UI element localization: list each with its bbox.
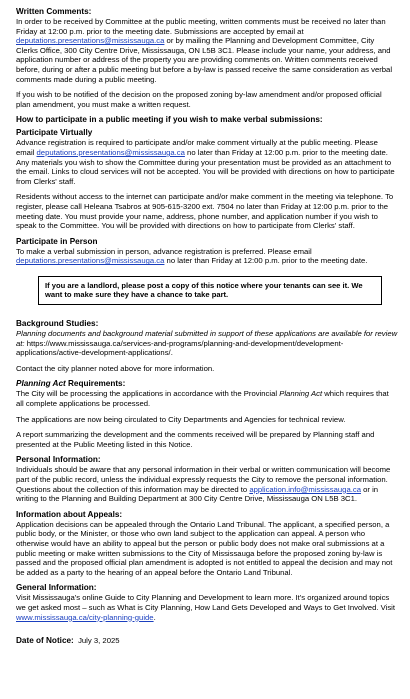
background-studies-heading: Background Studies: bbox=[16, 319, 99, 329]
in-person-text-2: no later than Friday at 12:00 p.m. prior to the meeting date. bbox=[164, 256, 368, 266]
virtual-paragraph bbox=[16, 138, 398, 186]
personal-information-paragraph bbox=[16, 465, 398, 503]
in-person-paragraph bbox=[16, 247, 398, 266]
written-comments-heading: Written Comments: bbox=[16, 7, 92, 16]
verbal-submissions-heading: How to participate in a public meeting if you wish to make verbal submissions: bbox=[16, 115, 323, 125]
appeals-heading: Information about Appeals: bbox=[16, 509, 123, 519]
background-url: https://www.mississauga.ca/services-and-programs/planning-and-development/development-applications/active-development-applications/. bbox=[16, 338, 344, 358]
date-of-notice bbox=[16, 636, 398, 646]
in-person-email-link[interactable]: deputations.presentations@mississauga.ca bbox=[16, 256, 165, 266]
virtual-email-link[interactable]: deputations.presentations@mississauga.ca bbox=[36, 147, 185, 157]
application-info-email-link[interactable]: application.info@mississauga.ca bbox=[249, 484, 361, 494]
city-planning-guide-link[interactable]: www.mississauga.ca/city-planning-guide bbox=[16, 612, 154, 622]
participate-virtually-heading: Participate Virtually bbox=[16, 128, 93, 138]
planning-act-paragraph-2: The applications are now being circulated to City Departments and Agencies for technical review. bbox=[16, 414, 346, 424]
pa-text-2: which requires that all complete applications be processed. bbox=[16, 389, 389, 409]
background-paragraph bbox=[16, 329, 398, 358]
landlord-notice-box: If you are a landlord, please post a copy of this notice where your tenants can see it. We want to make sure they have a chance to take part. bbox=[38, 276, 382, 305]
planning-act-paragraph-1 bbox=[16, 389, 398, 408]
personal-text-1: Individuals should be aware that any personal information in their verbal or written communication will become part of the public record, unless the individual expressly requests the City to remove the personal information. Questions about the collection of this information may be directed to bbox=[16, 465, 391, 494]
virtual-text-1: Advance registration is required to participate and/or make comment virtually at the public meeting. Please email bbox=[16, 138, 378, 157]
date-of-notice-label: Date of Notice: bbox=[16, 636, 74, 646]
in-person-text-1: To make a verbal submission in person, advance registration is preferred. Please email bbox=[16, 246, 312, 256]
pa-italic-text: Planning Act bbox=[279, 389, 323, 399]
deputations-email-link[interactable]: deputations.presentations@mississauga.ca bbox=[16, 36, 165, 46]
planning-act-paragraph-3: A report summarizing the development and the comments received will be prepared by Planning staff and presented at the Public Meeting listed in this Notice. bbox=[16, 430, 375, 449]
notification-request-paragraph: If you wish to be notified of the decision on the proposed zoning by-law amendment and/or proposed official plan amendment, you must make a written request. bbox=[16, 90, 382, 109]
personal-information-heading: Personal Information: bbox=[16, 455, 101, 465]
background-italic-text: Planning documents and background material submitted in support of these applications are available for review at: bbox=[16, 329, 398, 348]
planning-act-heading-italic: Planning Act bbox=[16, 379, 66, 389]
general-text-2: . bbox=[153, 612, 156, 622]
virtual-text-2: no later than Friday at 12:00 p.m. prior to the meeting date. Any materials you wish to show the Committee during your presentation must be provided as an attachment to the email. Links to cloud services will not be accepted. You will be provided with directions on how to participate from Clerks' staff. bbox=[16, 147, 395, 186]
written-text-2: or by mailing the Planning and Development Committee, City Clerks Office, 300 City Centre Drive, Mississauga, ON L5B 3C1. Please include your name, your address, and application number or address of the property you are providing comments on. Written comments received before, during or after a public meeting but before a by-law is passed receive the same consideration as verbal comments made during a public meeting. bbox=[16, 36, 393, 84]
general-information-paragraph bbox=[16, 593, 398, 622]
contact-planner-text: Contact the city planner noted above for more information. bbox=[16, 363, 215, 373]
appeals-paragraph: Application decisions can be appealed through the Ontario Land Tribunal. The applicant, a specified person, a public body, or the Minister, or those who own land subject to the application can appeal. A person who otherwise would have an ability to appeal but the person or public body does not make oral submissions at a public meeting or make written submissions to the City of Mississauga before the proposed zoning by-law is passed and the proposed official plan amendment is adopted is not entitled to appeal the decision and may not be added as a party to the hearing of an appeal before the Ontario Land Tribunal. bbox=[16, 519, 393, 577]
telephone-paragraph: Residents without access to the internet can participate and/or make comment in the meeting via telephone. To register, please call Heleana Tsabros at 905-615-3200 ext. 7504 no later than Friday at 12:00 p.m. prior to the meeting date. You must provide your name, address, phone number, and application number if you wish to speak to the Committee. You will be provided with directions on how to participate from Clerks' staff. bbox=[16, 192, 394, 231]
notice-page bbox=[16, 7, 398, 646]
planning-act-heading-rest: Requirements: bbox=[65, 379, 126, 389]
personal-text-2: or in writing to the Planning and Building Department at 300 City Centre Drive, Mississauga ON L5B 3C1. bbox=[16, 484, 379, 504]
participate-in-person-heading: Participate in Person bbox=[16, 236, 98, 246]
date-of-notice-value: July 3, 2025 bbox=[78, 636, 120, 646]
general-information-heading: General Information: bbox=[16, 583, 97, 593]
general-text-1: Visit Mississauga's online Guide to City Planning and Development to learn more. It's organized around topics we get asked most – such as What is City Planning, How Land Gets Developed and Ways to Get Involved. Visit bbox=[16, 593, 396, 612]
planning-act-heading bbox=[16, 379, 398, 389]
written-text-1: In order to be received by Committee at the public meeting, written comments must be received no later than Friday at 12:00 p.m. prior to the meeting date. Submissions are accepted by email at bbox=[16, 17, 386, 36]
written-comments-paragraph bbox=[16, 17, 398, 84]
pa-text-1: The City will be processing the applications in accordance with the Provincial bbox=[16, 389, 280, 399]
